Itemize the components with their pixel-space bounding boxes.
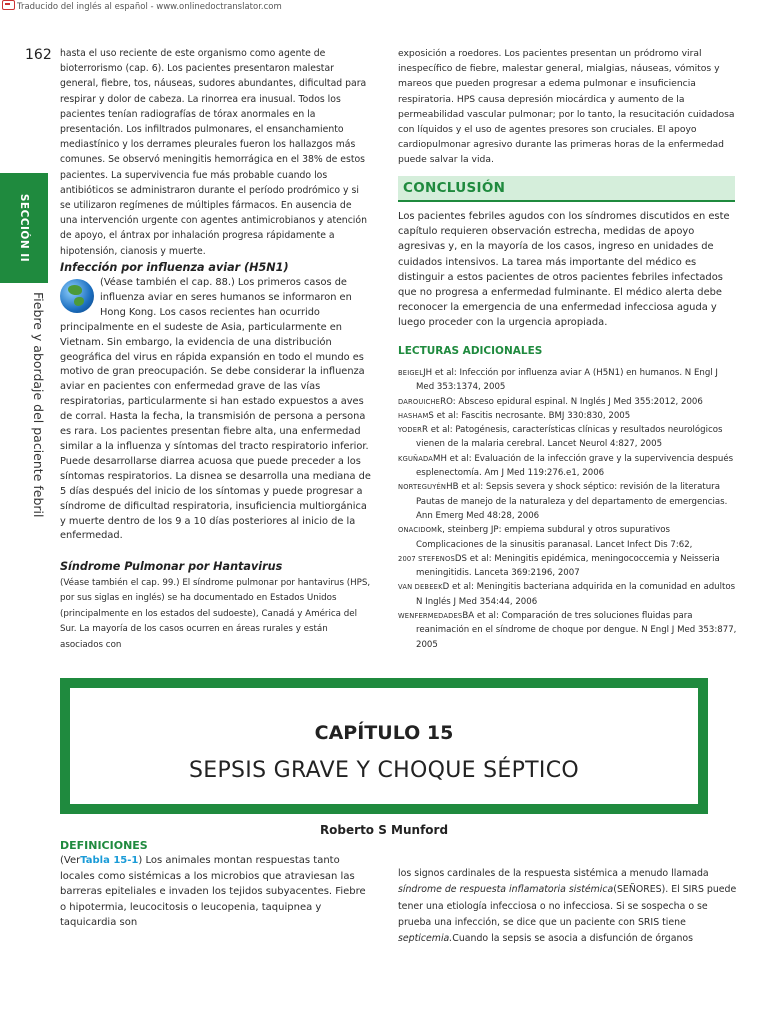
sirs-text: los signos cardinales de la respuesta sistémica a menudo llamada síndrome de respuesta inflamatoria sistémica(SEÑORES). El SIRS puede tener una etiología infecciosa o no infecciosa. Si se sospecha o se prueba una infección, se dice que un paciente con SRIS tiene septicemia.Cuando la sepsis se asocia a disfunción de órganos <box>398 868 737 945</box>
definitions-heading: DEFINICIONES <box>60 839 148 852</box>
flu-section <box>60 261 370 274</box>
chapter-title-inner <box>70 688 698 804</box>
section-tab <box>0 173 48 283</box>
left-column-top <box>60 46 370 259</box>
readings-heading: LECTURAS ADICIONALES <box>398 345 543 357</box>
translator-bar[interactable] <box>0 0 282 14</box>
reference-item: VAN DEBEEKD et al: Meningitis bacteriana adquirida en la comunidad en adultos N Inglés J Med 354:44, 2006 <box>398 582 736 607</box>
flu-body <box>60 276 372 544</box>
side-running-title <box>28 292 48 522</box>
hanta-heading: Síndrome Pulmonar por Hantavirus <box>60 560 283 573</box>
hanta-section <box>60 560 370 573</box>
conclusion-body <box>398 209 738 331</box>
hanta-text: (Véase también el cap. 99.) El síndrome pulmonar por hantavirus (HPS, por sus siglas en inglés) se ha documentado en Estados Unidos (principalmente en los estados del sudoeste), Canadá y América del Sur. La mayoría de los casos ocurren en áreas rurales y están asociados con <box>60 578 371 650</box>
reference-list <box>398 366 738 652</box>
chapter-title: SEPSIS GRAVE Y CHOQUE SÉPTICO <box>189 758 579 783</box>
anthrax-paragraph: hasta el uso reciente de este organismo como agente de bioterrorismo (cap. 6). Los pacientes presentaron malestar general, fiebre, tos, náuseas, sudores abundantes, dificultad para respirar y dolor de cabeza. La rinorrea era inusual. Todos los pacientes tenían radiografías de tórax anormales en la presentación. Los infiltrados pulmonares, el ensanchamiento mediastínico y los derrames pleurales fueron los hallazgos más comunes. Se observó meningitis hemorrágica en el 38% de estos pacientes. La supervivencia fue más probable cuando los antibióticos se administraron durante el período prodrómico y si se utilizaron regímenes de múltiples fármacos. En ausencia de una intervención urgente con agentes antimicrobianos y atención de apoyo, el ántrax por inhalación progresa rápidamente a hipotensión, cianosis y muerte. <box>60 48 367 257</box>
translate-icon <box>2 0 15 10</box>
side-title-text: Fiebre y abordaje del paciente febril <box>31 292 46 518</box>
conclusion-heading: CONCLUSIÓN <box>403 180 506 196</box>
flu-heading: Infección por influenza aviar (H5N1) <box>60 261 289 274</box>
reference-item: DAROUICHERO: Absceso epidural espinal. N Inglés J Med 355:2012, 2006 <box>398 396 703 407</box>
right-column-top <box>398 46 738 168</box>
reference-item: BEIGELJH et al: Infección por influenza aviar A (H5N1) en humanos. N Engl J Med 353:1374, 2005 <box>398 368 718 393</box>
conclusion-text: Los pacientes febriles agudos con los síndromes discutidos en este capítulo requieren observación estrecha, medidas de apoyo agresivas y, en la mayoría de los casos, ingreso en unidades de cuidados intensivos. La tarea más importante del médico es distinguir a estos pacientes de otros pacientes febriles infectados que no progresa a enfermedad fulminante. El médico alerta debe reconocer la emergencia de una enfermedad infecciosa aguda y luego proceder con la urgencia apropiada. <box>398 211 730 329</box>
section-tab-label: SECCIÓN II <box>18 193 30 263</box>
definitions-text: (VerTabla 15-1) Los animales montan respuestas tanto locales como sistémicas a los microbios que atraviesan las barreras epiteliales e invaden los tejidos subyacentes. Fiebre o hipotermia, leucocitosis o leucopenia, taquipnea y taquicardia son <box>60 855 366 928</box>
reference-item: 2007 STEFENOSDS et al: Meningitis epidémica, meningococcemia y Neisseria meningitidis. Lanceta 369:2196, 2007 <box>398 553 720 579</box>
reference-item: WENFERMEDADESBA et al: Comparación de tres soluciones fluidas para reanimación en el síndrome de choque por dengue. N Engl J Med 353:877, 2005 <box>398 611 737 650</box>
reference-item: HASHAMS et al: Fascitis necrosante. BMJ 330:830, 2005 <box>398 410 631 421</box>
definitions-right <box>398 866 738 947</box>
hps-paragraph: exposición a roedores. Los pacientes presentan un pródromo viral inespecífico de fiebre, malestar general, mialgias, náuseas, vómitos y mareos que pueden progresar a edema pulmonar e insuficiencia respiratoria. HPS causa depresión miocárdica y aumento de la permeabilidad vascular pulmonar; por lo tanto, la resucitación cuidadosa con líquidos y el uso de agentes presores son cruciales. El apoyo cardiopulmonar agresivo durante las primeras horas de la enfermedad puede salvar la vida. <box>398 48 735 166</box>
conclusion-divider <box>398 200 735 202</box>
chapter-author: Roberto S Munford <box>319 823 449 837</box>
reference-item: ONACIDOMk, steinberg JP: empiema subdural y otros supurativos Complicaciones de la sinusitis paranasal. Lancet Infect Dis 7:62, <box>398 525 693 550</box>
conclusion-header <box>398 176 735 200</box>
table-15-1-link[interactable]: Tabla 15-1 <box>80 855 139 866</box>
reference-item: YODERR et al: Patogénesis, características clínicas y resultados neurológicos vienen de la malaria cerebral. Lancet Neurol 4:827, 2005 <box>398 425 723 450</box>
translator-bar-text: Traducido del inglés al español - www.onlinedoctranslator.com <box>17 2 282 12</box>
definitions-left <box>60 853 372 931</box>
page-number: 162 <box>25 47 52 63</box>
hanta-body <box>60 576 372 653</box>
reference-item: KGUÑADAMH et al: Evaluación de la infección grave y la supervivencia después esplenectomía. Am J Med 119:276.e1, 2006 <box>398 453 734 479</box>
reference-item: NORTEGUYÉNHB et al: Sepsis severa y shock séptico: revisión de la literatura Pautas de manejo de la naturaleza y del departamento de emergencias. Ann Emerg Med 48:28, 2006 <box>398 482 728 521</box>
globe-icon <box>60 279 94 313</box>
chapter-number: CAPÍTULO 15 <box>314 722 454 744</box>
flu-text: (Véase también el cap. 88.) Los primeros casos de influenza aviar en seres humanos se informaron en Hong Kong. Los casos recientes han ocurrido principalmente en el sudeste de Asia, particularmente en Vietnam. Sin embargo, la evidencia de una distribución geográfica del virus en rápida expansión en todo el mundo es motivo de gran preocupación. Se debe considerar la influenza aviar en pacientes con enfermedad grave de las vías respiratorias, particularmente si han estado expuestos a aves de corral. Hasta la fecha, la transmisión de persona a persona es rara. Los pacientes presentan fiebre alta, una enfermedad similar a la influenza y síntomas del tracto respiratorio inferior. Puede desarrollarse diarrea acuosa que puede preceder a los síntomas respiratorios. La disnea se desarrolla una mediana de 5 días después del inicio de los síntomas y puede progresar a síndrome de dificultad respiratoria, insuficiencia multiorgánica y muerte dentro de los 9 a 10 días posteriores al inicio de la enfermedad. <box>60 277 371 542</box>
chapter-title-box <box>60 678 708 814</box>
